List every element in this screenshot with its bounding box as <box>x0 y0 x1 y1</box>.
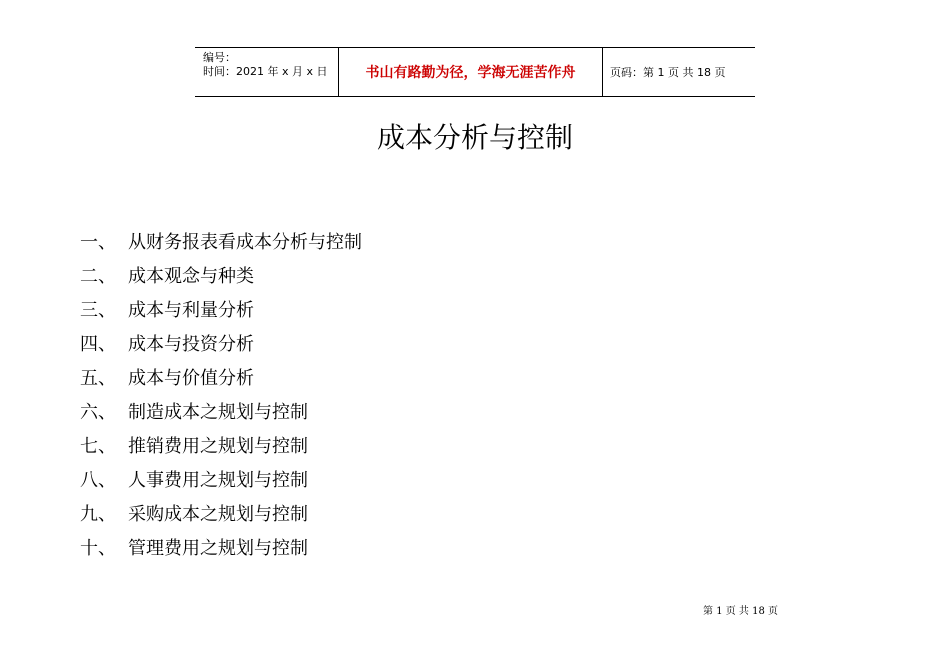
toc-item-text: 成本与利量分析 <box>128 300 254 321</box>
toc-item-text: 成本与价值分析 <box>128 368 254 389</box>
toc-item <box>80 466 362 500</box>
toc-item <box>80 364 362 398</box>
toc-item-number: 三、 <box>80 300 116 321</box>
toc-item-text: 制造成本之规划与控制 <box>128 402 308 423</box>
table-of-contents <box>80 228 362 568</box>
toc-item-number: 七、 <box>80 436 116 457</box>
toc-item-number: 五、 <box>80 368 116 389</box>
toc-item-number: 九、 <box>80 504 116 525</box>
toc-item-number: 六、 <box>80 402 116 423</box>
toc-item <box>80 534 362 568</box>
toc-item <box>80 330 362 364</box>
toc-item-number: 一、 <box>80 232 116 253</box>
header-left-cell <box>195 48 339 96</box>
number-label: 编号： <box>203 51 236 64</box>
toc-item <box>80 228 362 262</box>
page-footer: 第 1 页 共 18 页 <box>703 606 778 617</box>
toc-item-text: 采购成本之规划与控制 <box>128 504 308 525</box>
toc-item-number: 八、 <box>80 470 116 491</box>
date-label: 时间：2021 年 x 月 x 日 <box>203 65 328 78</box>
toc-item-text: 管理费用之规划与控制 <box>128 538 308 559</box>
motto: 书山有路勤为径，学海无涯苦作舟 <box>339 48 603 96</box>
toc-item-number: 四、 <box>80 334 116 355</box>
toc-item <box>80 432 362 466</box>
toc-item-text: 从财务报表看成本分析与控制 <box>128 232 362 253</box>
toc-item <box>80 262 362 296</box>
toc-item-text: 成本与投资分析 <box>128 334 254 355</box>
document-title: 成本分析与控制 <box>376 121 573 154</box>
toc-item-number: 二、 <box>80 266 116 287</box>
toc-item-text: 推销费用之规划与控制 <box>128 436 308 457</box>
toc-item <box>80 500 362 534</box>
toc-item <box>80 296 362 330</box>
toc-item <box>80 398 362 432</box>
toc-item-number: 十、 <box>80 538 116 559</box>
page-label: 页码：第 1 页 共 18 页 <box>610 66 726 79</box>
header-table <box>195 47 755 97</box>
toc-item-text: 成本观念与种类 <box>128 266 254 287</box>
toc-item-text: 人事费用之规划与控制 <box>128 470 308 491</box>
